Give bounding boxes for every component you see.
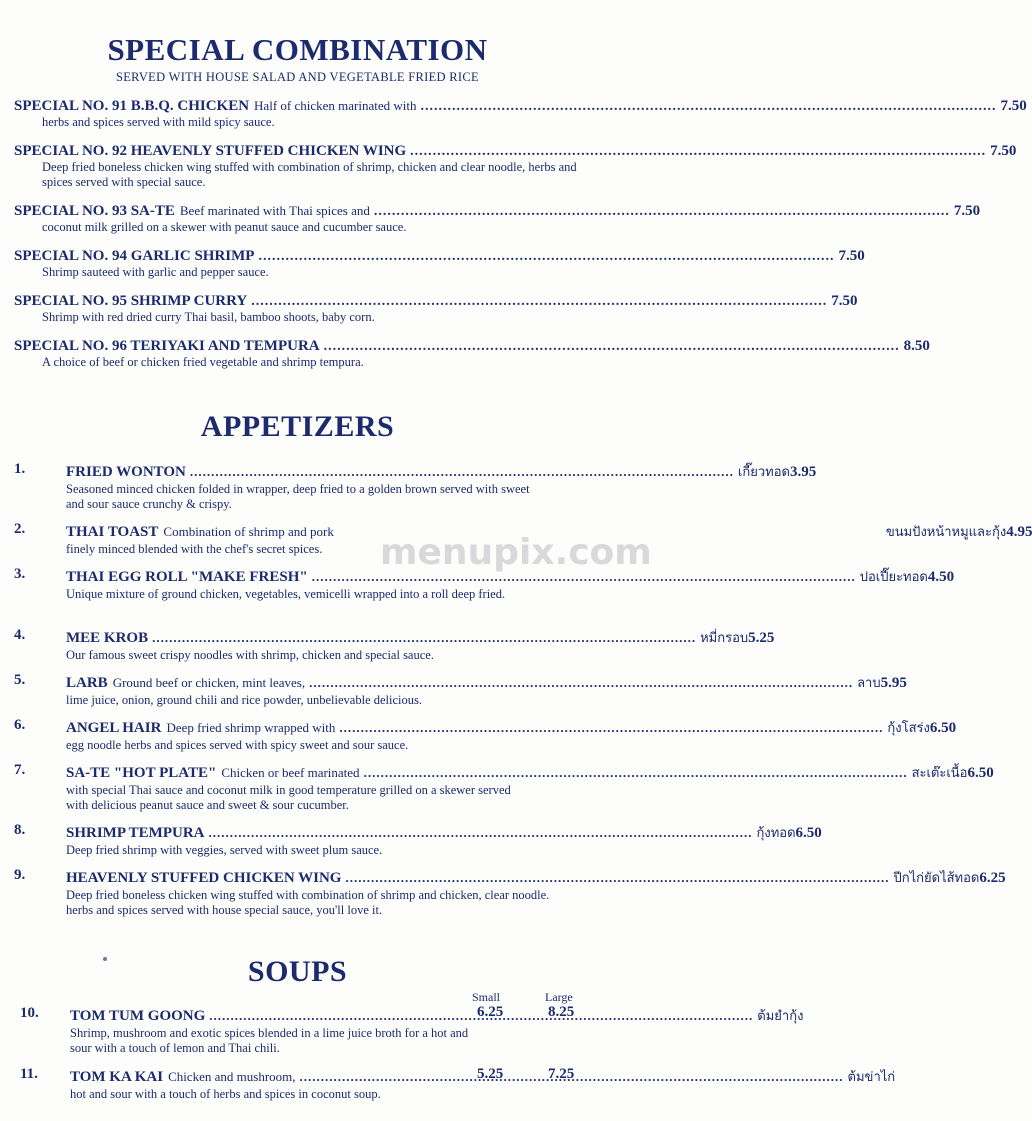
item-number: 11. bbox=[20, 1066, 38, 1082]
item-name: SPECIAL NO. 93 SA-TE bbox=[14, 203, 175, 219]
item-number: 4. bbox=[14, 627, 26, 643]
item-inline-desc: Combination of shrimp and pork bbox=[163, 524, 334, 539]
item-thai-name: ปีกไก่ยัดไส้ทอด bbox=[893, 871, 980, 886]
item-desc: Seasoned minced chicken folded in wrapper, deep fried to a golden brown served with sweet and sour sauce crunchy & crispy. bbox=[66, 482, 530, 511]
item-thai-name: กุ้งโสร่ง bbox=[887, 721, 930, 736]
item-desc: herbs and spices served with mild spicy sauce. bbox=[42, 115, 275, 129]
item-number: 2. bbox=[14, 521, 26, 537]
item-inline-desc: Half of chicken marinated with bbox=[254, 98, 417, 113]
item-inline-desc: Chicken and mushroom, bbox=[168, 1069, 296, 1084]
item-inline-desc: Chicken or beef marinated bbox=[221, 765, 360, 780]
item-name: SPECIAL NO. 94 GARLIC SHRIMP bbox=[14, 248, 255, 264]
special-item-96 bbox=[14, 338, 930, 370]
item-name: SPECIAL NO. 96 TERIYAKI AND TEMPURA bbox=[14, 338, 320, 354]
item-desc: egg noodle herbs and spices served with spicy sweet and sour sauce. bbox=[66, 738, 409, 752]
item-name: ANGEL HAIR bbox=[66, 720, 162, 736]
item-price: 7.50 bbox=[838, 248, 865, 264]
item-thai-name: ต้มยำกุ้ง bbox=[757, 1009, 804, 1024]
special-item-94 bbox=[14, 248, 865, 280]
special-combination-subtitle: SERVED WITH HOUSE SALAD AND VEGETABLE FRIED RICE bbox=[116, 70, 479, 84]
item-desc: Shrimp, mushroom and exotic spices blended in a lime juice broth for a hot and sour with a touch of lemon and Thai chili. bbox=[70, 1026, 469, 1055]
leader-dots bbox=[410, 144, 986, 160]
item-desc: Deep fried boneless chicken wing stuffed with combination of shrimp, chicken and clear noodle, herbs and spices served with special sauce. bbox=[42, 160, 577, 189]
special-item-93 bbox=[14, 203, 981, 235]
appetizer-item-7 bbox=[14, 762, 994, 813]
item-price: 8.50 bbox=[903, 338, 930, 354]
leader-dots bbox=[364, 765, 908, 781]
item-price: 6.50 bbox=[795, 825, 822, 841]
item-name: THAI TOAST bbox=[66, 524, 159, 540]
item-price: 7.50 bbox=[953, 203, 981, 219]
leader-dots bbox=[420, 99, 996, 115]
item-price: 7.50 bbox=[990, 143, 1017, 159]
item-price: 6.25 bbox=[979, 870, 1006, 886]
item-desc: hot and sour with a touch of herbs and spices in coconut soup. bbox=[70, 1087, 381, 1101]
item-name: SPECIAL NO. 95 SHRIMP CURRY bbox=[14, 293, 248, 309]
appetizer-item-8 bbox=[14, 822, 822, 858]
item-name: SPECIAL NO. 91 B.B.Q. CHICKEN bbox=[14, 98, 250, 114]
item-desc: lime juice, onion, ground chili and rice powder, unbelievable delicious. bbox=[66, 693, 422, 707]
item-price: 7.50 bbox=[831, 293, 858, 309]
item-thai-name: ลาบ bbox=[857, 676, 881, 691]
small-price: 6.25 bbox=[477, 1004, 504, 1020]
item-desc: Deep fried shrimp with veggies, served with sweet plum sauce. bbox=[66, 843, 383, 857]
item-thai-name: ขนมปังหน้าหมูและกุ้ง bbox=[885, 525, 1007, 540]
item-thai-name: ปอเปี๊ยะทอด bbox=[859, 570, 928, 585]
leader-dots bbox=[258, 249, 834, 265]
item-desc: Deep fried boneless chicken wing stuffed with combination of shrimp and chicken, clear noodle. herbs and spices served with house special sauce, you'll love it. bbox=[66, 888, 550, 917]
large-price: 7.25 bbox=[548, 1066, 575, 1082]
leader-dots bbox=[374, 204, 950, 220]
item-number: 1. bbox=[14, 461, 26, 477]
item-price: 4.95 bbox=[1006, 524, 1032, 540]
soups-title: SOUPS bbox=[247, 955, 348, 988]
item-name: FRIED WONTON bbox=[66, 464, 186, 480]
item-price: 6.50 bbox=[967, 765, 994, 781]
item-price: 7.50 bbox=[1000, 98, 1027, 114]
item-name: TOM KA KAI bbox=[70, 1069, 164, 1085]
item-name: MEE KROB bbox=[66, 630, 149, 646]
item-price: 6.50 bbox=[929, 720, 957, 736]
leader-dots bbox=[251, 294, 827, 310]
item-number: 3. bbox=[14, 566, 26, 582]
item-inline-desc: Ground beef or chicken, mint leaves, bbox=[112, 675, 306, 690]
watermark-text: menupix.com bbox=[380, 532, 652, 573]
large-price: 8.25 bbox=[548, 1004, 575, 1020]
special-item-95 bbox=[14, 293, 858, 325]
item-thai-name: เกี๊ยวทอด bbox=[737, 465, 790, 480]
item-thai-name: หมี่กรอบ bbox=[700, 631, 749, 646]
item-name: SA-TE "HOT PLATE" bbox=[66, 765, 217, 781]
appetizer-item-1 bbox=[14, 461, 817, 512]
item-price: 4.50 bbox=[927, 569, 955, 585]
leader-dots bbox=[339, 720, 883, 736]
appetizer-item-9 bbox=[14, 867, 1006, 918]
item-price: 3.95 bbox=[789, 464, 817, 480]
item-number: 9. bbox=[14, 867, 26, 883]
item-thai-name: สะเต๊ะเนื้อ bbox=[911, 766, 968, 781]
leader-dots bbox=[190, 464, 734, 480]
item-desc: Shrimp with red dried curry Thai basil, bamboo shoots, baby corn. bbox=[42, 310, 375, 324]
item-number: 10. bbox=[20, 1005, 39, 1021]
item-desc: Our famous sweet crispy noodles with shrimp, chicken and special sauce. bbox=[66, 648, 434, 662]
special-item-92 bbox=[14, 143, 1017, 190]
item-thai-name: ต้มข่าไก่ bbox=[847, 1070, 896, 1085]
appetizer-item-6 bbox=[14, 717, 957, 753]
small-price: 5.25 bbox=[477, 1066, 504, 1082]
leader-dots bbox=[345, 870, 889, 886]
item-thai-name: กุ้งทอด bbox=[756, 826, 796, 841]
item-name: TOM TUM GOONG bbox=[70, 1008, 206, 1024]
item-name: HEAVENLY STUFFED CHICKEN WING bbox=[66, 870, 342, 886]
appetizers-title: APPETIZERS bbox=[200, 410, 395, 443]
leader-dots bbox=[309, 675, 853, 691]
item-desc: finely minced blended with the chef's secret spices. bbox=[66, 542, 323, 556]
item-number: 7. bbox=[14, 762, 26, 778]
large-size-header: Large bbox=[545, 990, 573, 1004]
item-desc: A choice of beef or chicken fried vegetable and shrimp tempura. bbox=[42, 355, 364, 369]
item-name: SPECIAL NO. 92 HEAVENLY STUFFED CHICKEN WING bbox=[14, 143, 407, 159]
item-desc: with special Thai sauce and coconut milk in good temperature grilled on a skewer served with delicious peanut sauce and sweet & sour cucumber. bbox=[66, 783, 511, 812]
item-inline-desc: Deep fried shrimp wrapped with bbox=[166, 720, 336, 735]
leader-dots bbox=[152, 630, 696, 646]
leader-dots bbox=[324, 339, 900, 355]
item-name: SHRIMP TEMPURA bbox=[66, 825, 205, 841]
item-desc: Shrimp sauteed with garlic and pepper sauce. bbox=[42, 265, 269, 279]
item-price: 5.95 bbox=[880, 675, 907, 691]
item-inline-desc: Beef marinated with Thai spices and bbox=[179, 203, 370, 218]
item-desc: coconut milk grilled on a skewer with peanut sauce and cucumber sauce. bbox=[42, 220, 407, 234]
item-number: 6. bbox=[14, 717, 26, 733]
special-item-91 bbox=[14, 98, 1027, 130]
item-number: 5. bbox=[14, 672, 26, 688]
item-name: THAI EGG ROLL "MAKE FRESH" bbox=[66, 569, 308, 585]
item-desc: Unique mixture of ground chicken, vegetables, vemicelli wrapped into a roll deep fried. bbox=[66, 587, 506, 601]
appetizer-item-4 bbox=[14, 627, 775, 663]
item-name: LARB bbox=[66, 675, 108, 691]
leader-dots bbox=[208, 825, 752, 841]
small-size-header: Small bbox=[472, 990, 501, 1004]
special-combination-title: SPECIAL COMBINATION bbox=[107, 32, 488, 67]
item-price: 5.25 bbox=[748, 630, 775, 646]
appetizer-item-5 bbox=[14, 672, 907, 708]
item-number: 8. bbox=[14, 822, 26, 838]
